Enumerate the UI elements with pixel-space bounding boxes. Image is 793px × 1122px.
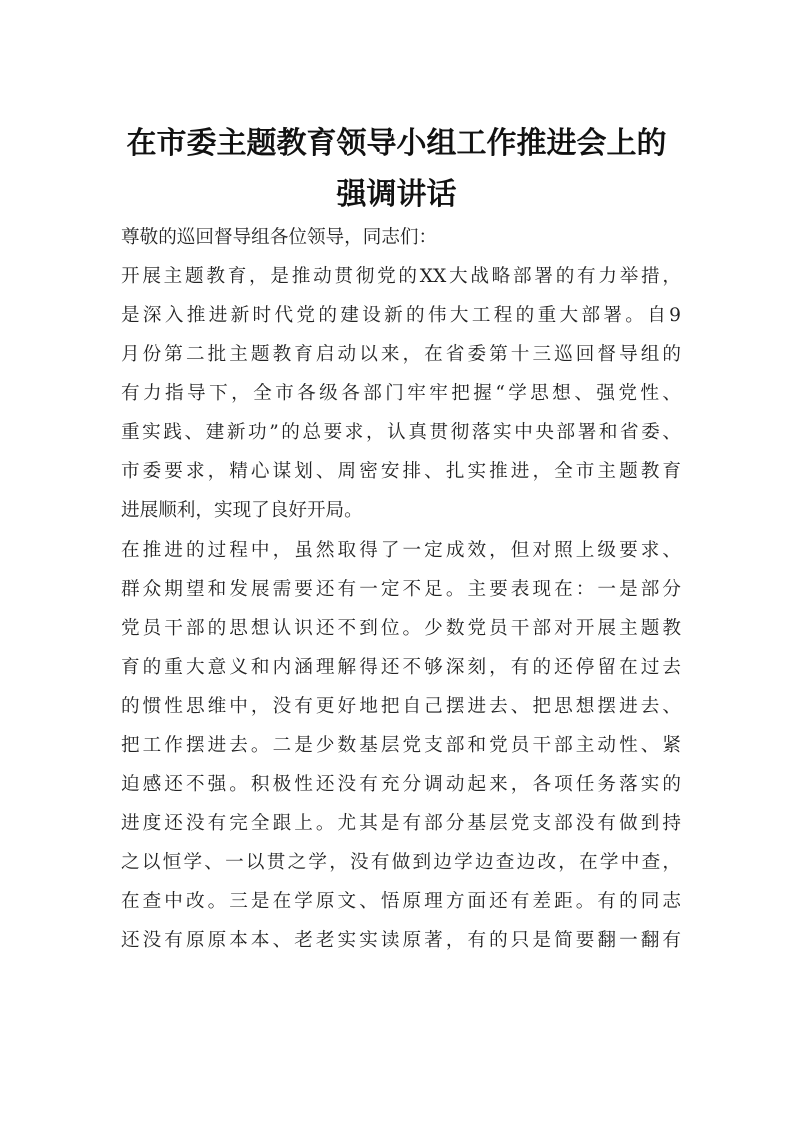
paragraph-line: 的惯性思维中，没有更好地把自己摆进去、把思想摆进去、 — [121, 696, 681, 717]
paragraph-line: 迫感还不强。积极性还没有充分调动起来，各项任务落实的 — [121, 774, 681, 795]
greeting: 尊敬的巡回督导组各位领导，同志们： — [121, 227, 438, 248]
paragraph-line: 在查中改。三是在学原文、悟原理方面还有差距。有的同志 — [121, 891, 681, 912]
paragraph-line: 进度还没有完全跟上。尤其是有部分基层党支部没有做到持 — [121, 813, 681, 834]
paragraph-line: 党员干部的思想认识还不到位。少数党员干部对开展主题教 — [121, 618, 681, 639]
paragraph-line: 重实践、建新功”的总要求，认真贯彻落实中央部署和省委、 — [121, 422, 681, 443]
paragraph-line: 是深入推进新时代党的建设新的伟大工程的重大部署。自9 — [121, 305, 681, 326]
paragraph-line: 还没有原原本本、老老实实读原著，有的只是简要翻一翻有 — [121, 930, 681, 951]
paragraph-line: 有力指导下，全市各级各部门牢牢把握“学思想、强党性、 — [121, 383, 681, 404]
paragraph-line: 育的重大意义和内涵理解得还不够深刻，有的还停留在过去 — [121, 657, 681, 678]
paragraph-line: 进展顺利，实现了良好开局。 — [121, 500, 363, 521]
paragraph-line: 市委要求，精心谋划、周密安排、扎实推进，全市主题教育 — [121, 461, 681, 482]
paragraph-line: 开展主题教育，是推动贯彻党的XX大战略部署的有力举措， — [121, 266, 681, 287]
paragraph-line: 月份第二批主题教育启动以来，在省委第十三巡回督导组的 — [121, 344, 681, 365]
paragraph-line: 群众期望和发展需要还有一定不足。主要表现在：一是部分 — [121, 579, 681, 600]
paragraph-line: 把工作摆进去。二是少数基层党支部和党员干部主动性、紧 — [121, 735, 681, 756]
document-title-line-2: 强调讲话 — [336, 177, 457, 212]
paragraph-line: 在推进的过程中，虽然取得了一定成效，但对照上级要求、 — [121, 540, 681, 561]
document-title-line-1: 在市委主题教育领导小组工作推进会上的 — [126, 126, 667, 161]
paragraph-line: 之以恒学、一以贯之学，没有做到边学边查边改，在学中查， — [121, 852, 681, 873]
